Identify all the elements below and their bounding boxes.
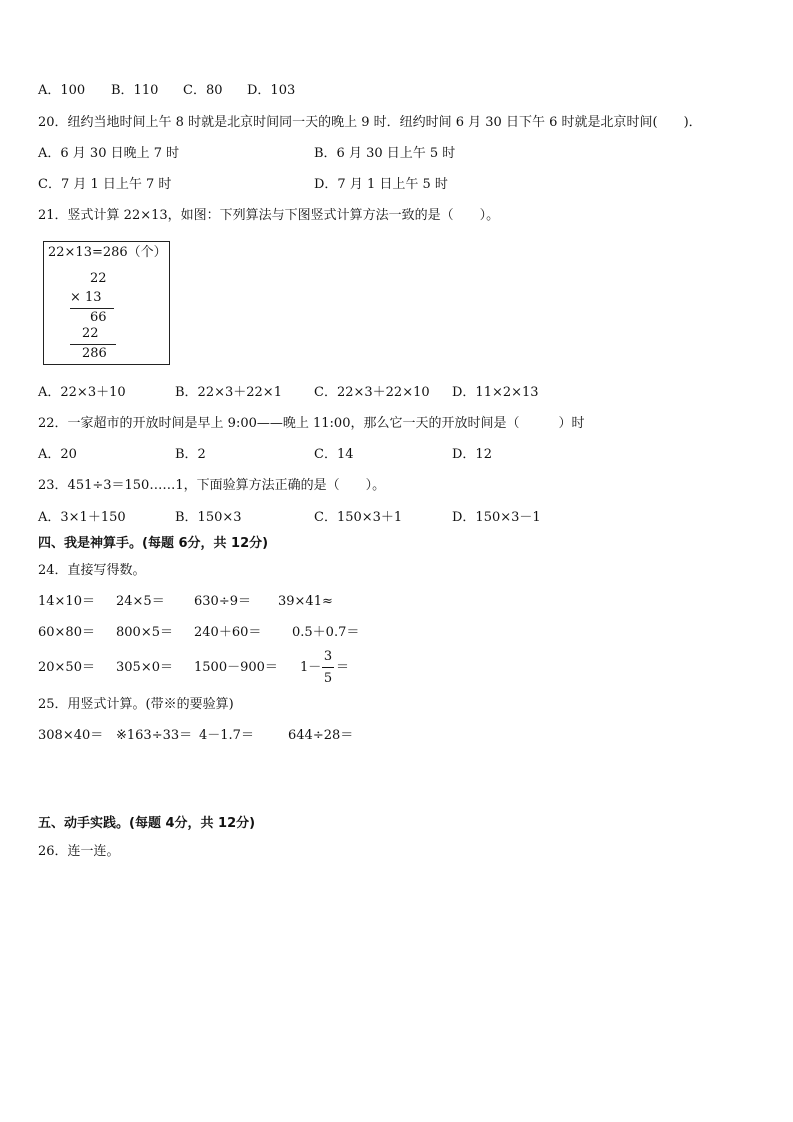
q24-r3-c1: 20×50＝: [38, 660, 95, 675]
q24-frac-denominator: 5: [323, 671, 333, 686]
q20-option-a: A．6 月 30 日晚上 7 时: [38, 146, 180, 161]
q25-item-2: ※163÷33＝: [116, 728, 193, 743]
q24-r1-c3: 630÷9＝: [194, 594, 251, 609]
q23-option-c: C．150×3＋1: [314, 510, 403, 525]
calc-rule-1: [70, 308, 114, 309]
q25-item-4: 644÷28＝: [288, 728, 354, 743]
q19-option-d: D．103: [247, 83, 296, 98]
q24-r3-frac-suffix: ＝: [336, 660, 350, 675]
q20-option-d: D．7 月 1 日上午 5 时: [314, 177, 448, 192]
q24-frac-numerator: 3: [323, 649, 333, 664]
q22-option-b: B．2: [175, 447, 206, 462]
calc-rule-2: [70, 344, 116, 345]
q24-r3-c2: 305×0＝: [116, 660, 173, 675]
q22-option-d: D．12: [452, 447, 492, 462]
q24-r3-c3: 1500－900＝: [194, 660, 278, 675]
q24-r1-c1: 14×10＝: [38, 594, 95, 609]
q22-option-a: A．20: [38, 447, 77, 462]
q24-r2-c2: 800×5＝: [116, 625, 173, 640]
calc-multiplier: × 13: [70, 290, 102, 305]
q22-stem: 22．一家超市的开放时间是早上 9:00——晚上 11:00，那么它一天的开放时间是（ ）时: [38, 416, 585, 431]
vertical-calculation-box: [43, 241, 170, 365]
q26-stem: 26．连一连。: [38, 844, 120, 859]
q19-option-b: B．110: [111, 83, 159, 98]
q24-frac-bar: [322, 667, 334, 668]
q24-r1-c2: 24×5＝: [116, 594, 165, 609]
q20-option-b: B．6 月 30 日上午 5 时: [314, 146, 456, 161]
q20-stem: 20．纽约当地时间上午 8 时就是北京时间同一天的晚上 9 时．纽约时间 6 月 30 日下午 6 时就是北京时间( )．: [38, 115, 702, 130]
calc-partial-2: 22: [82, 326, 99, 341]
q24-r2-c1: 60×80＝: [38, 625, 95, 640]
q21-option-c: C．22×3＋22×10: [314, 385, 430, 400]
q21-option-a: A．22×3＋10: [38, 385, 126, 400]
q21-option-b: B．22×3＋22×1: [175, 385, 282, 400]
q21-stem: 21．竖式计算 22×13，如图：下列算法与下图竖式计算方法一致的是（ ）。: [38, 208, 500, 223]
calc-multiplicand: 22: [90, 271, 107, 286]
q19-option-c: C．80: [183, 83, 223, 98]
q21-option-d: D．11×2×13: [452, 385, 539, 400]
q24-r2-c3: 240＋60＝: [194, 625, 262, 640]
q23-stem: 23．451÷3＝150……1，下面验算方法正确的是（ ）。: [38, 478, 386, 493]
section-5-title: 五、动手实践。(每题 4分，共 12分): [38, 816, 256, 831]
q23-option-d: D．150×3－1: [452, 510, 541, 525]
calc-partial-1: 66: [90, 310, 107, 325]
calc-result: 286: [82, 346, 107, 361]
section-4-title: 四、我是神算手。(每题 6分，共 12分): [38, 536, 269, 551]
q24-r2-c4: 0.5＋0.7＝: [292, 625, 360, 640]
q22-option-c: C．14: [314, 447, 354, 462]
q25-stem: 25．用竖式计算。(带※的要验算): [38, 697, 234, 712]
q20-option-c: C．7 月 1 日上午 7 时: [38, 177, 172, 192]
q19-option-a: A．100: [38, 83, 86, 98]
calc-header: 22×13=286（个）: [48, 245, 167, 260]
q24-stem: 24．直接写得数。: [38, 563, 146, 578]
q25-item-1: 308×40＝: [38, 728, 104, 743]
q23-option-a: A．3×1＋150: [38, 510, 126, 525]
q23-option-b: B．150×3: [175, 510, 242, 525]
q24-r3-frac-prefix: 1－: [300, 660, 322, 675]
q24-r1-c4: 39×41≈: [278, 594, 333, 609]
q25-item-3: 4－1.7＝: [199, 728, 254, 743]
